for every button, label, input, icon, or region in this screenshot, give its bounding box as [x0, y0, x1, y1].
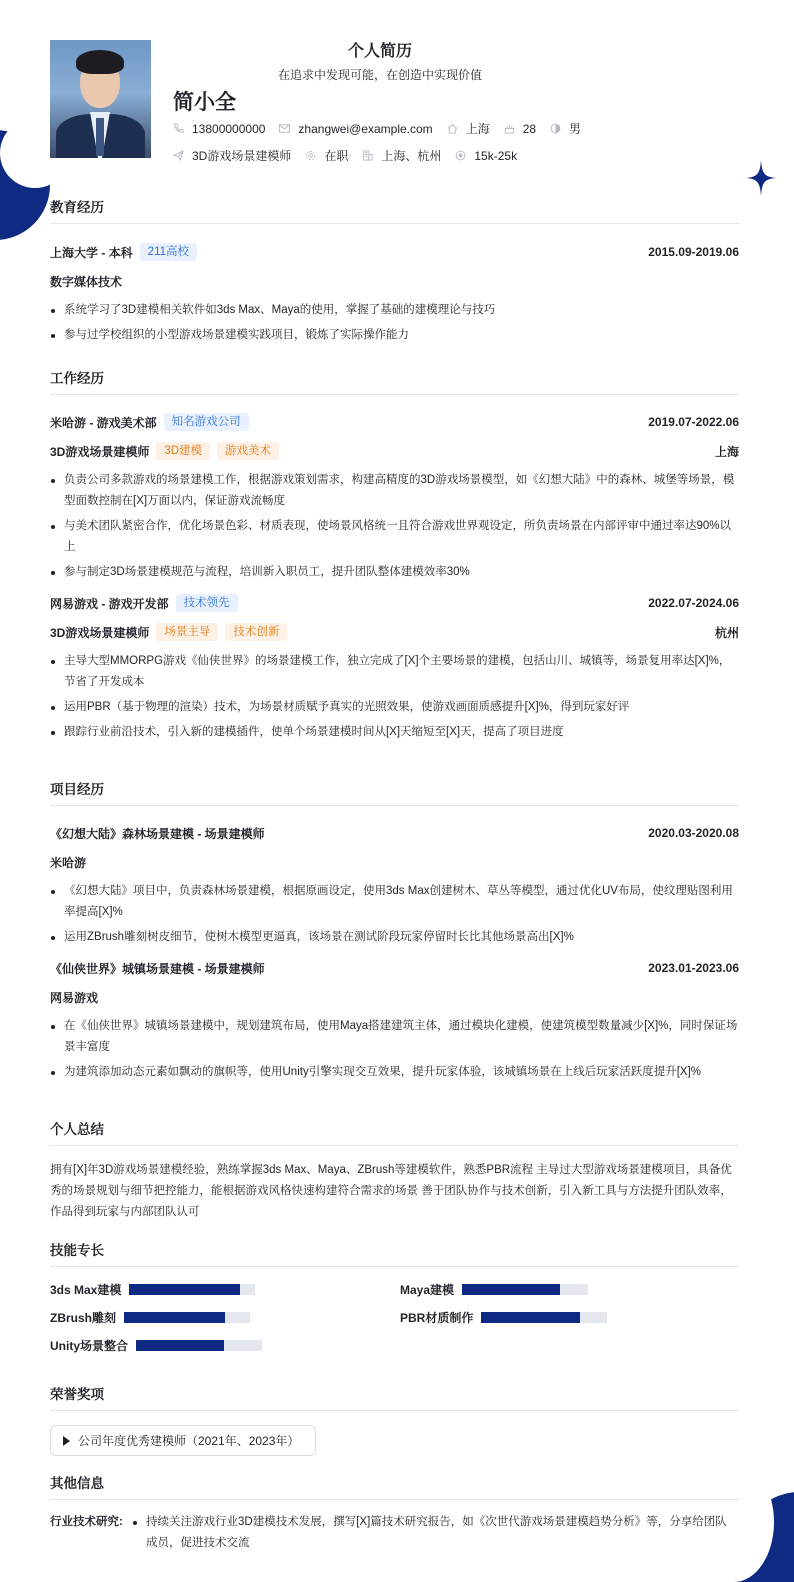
- skill-name: Maya建模: [400, 1282, 455, 1297]
- skill-item: [400, 1309, 740, 1325]
- skill-bar-fill: [136, 1340, 224, 1351]
- role-title: 3D游戏场景建模师: [50, 625, 150, 640]
- skill-name: 3ds Max建模: [50, 1282, 122, 1297]
- education-header-row: [50, 242, 739, 262]
- employment-status: 在职: [324, 149, 349, 163]
- mail-icon: [279, 123, 290, 134]
- list-item: 持续关注游戏行业3D建模技术发展，撰写[X]篇技术研究报告，如《次世代游戏场景建模趋势分析》等，分享给团队成员，促进技术交流: [132, 1512, 732, 1554]
- project-period: 2020.03-2020.08: [648, 826, 739, 840]
- motto: 在追求中发现可能，在创造中实现价值: [277, 68, 482, 82]
- skill-bar: [129, 1284, 255, 1295]
- work-section: [50, 367, 739, 747]
- award-text: 公司年度优秀建模师（2021年、2023年）: [78, 1434, 300, 1448]
- award-item[interactable]: [50, 1425, 316, 1456]
- role-row: [50, 441, 739, 461]
- list-item: 跟踪行业前沿技术，引入新的建模插件，使单个场景建模时间从[X]天缩短至[X]天，提高了项目进度: [50, 722, 739, 743]
- list-item: 负责公司多款游戏的场景建模工作，根据游戏策划需求，构建高精度的3D游戏场景模型，如《幻想大陆》中的森林、城堡等场景，模型面数控制在[X]万面以内，保证游戏流畅度: [50, 470, 739, 512]
- skill-name: ZBrush雕刻: [50, 1310, 117, 1325]
- phone-icon: [173, 123, 184, 134]
- project-header-row: [50, 823, 739, 843]
- work-bullets: [50, 651, 739, 743]
- target-cities-item: [362, 147, 441, 164]
- projects-section: [50, 778, 739, 1087]
- skills-grid: [50, 1281, 739, 1353]
- skill-bar: [124, 1312, 250, 1323]
- role-tag: 场景主导: [156, 623, 218, 641]
- list-item: 运用ZBrush雕刻树皮细节，使树木模型更逼真，该场景在测试阶段玩家停留时长比其他场景高出[X]%: [50, 927, 739, 948]
- project-org: 网易游戏: [50, 990, 99, 1005]
- company-name: 网易游戏 - 游戏开发部: [50, 596, 169, 611]
- section-title: 其他信息: [50, 1472, 739, 1500]
- list-item: 运用PBR（基于物理的渲染）技术，为场景材质赋予真实的光照效果，使游戏画面质感提升[X]%，得到玩家好评: [50, 697, 739, 718]
- target-cities: 上海、杭州: [381, 149, 442, 163]
- list-item: 参与过学校组织的小型游戏场景建模实践项目，锻炼了实际操作能力: [50, 325, 739, 346]
- status-item: [305, 147, 348, 164]
- project-org: 米哈游: [50, 855, 87, 870]
- summary-section: [50, 1118, 739, 1223]
- paper-plane-icon: [173, 150, 184, 161]
- other-section: [50, 1472, 739, 1558]
- project-bullets: [50, 881, 739, 948]
- gear-icon: [305, 150, 316, 161]
- work-header-row: [50, 412, 739, 432]
- skill-bar: [462, 1284, 588, 1295]
- work-period: 2022.07-2024.06: [648, 596, 739, 610]
- skill-name: PBR材质制作: [400, 1310, 474, 1325]
- role-tag: 3D建模: [156, 442, 210, 460]
- job-target: 3D游戏场景建模师: [192, 149, 292, 163]
- school-tag: 211高校: [140, 243, 197, 261]
- document-title: 个人简历: [347, 43, 412, 60]
- project-header-row: [50, 958, 739, 978]
- summary-text: 拥有[X]年3D游戏场景建模经验，熟练掌握3ds Max、Maya、ZBrush等建模软件，熟悉PBR流程 主导过大型游戏场景建模项目，具备优秀的场景规划与细节把控能力，能根据游戏风格快速构建符合需求的场景 善于团队协作与技术创新，引入新工具与方法提升团队效率，作品得到玩家与内部团队认可: [50, 1164, 732, 1218]
- skill-bar-fill: [481, 1312, 579, 1323]
- skill-bar: [136, 1340, 262, 1351]
- major: 数字媒体技术: [50, 274, 123, 289]
- project-bullets: [50, 1016, 739, 1083]
- major-row: [50, 271, 739, 291]
- section-title: 技能专长: [50, 1239, 739, 1267]
- resume-header: [50, 0, 746, 170]
- list-item: 在《仙侠世界》城镇场景建模中，规划建筑布局，使用Maya搭建建筑主体，通过模块化建模，使建筑模型数量减少[X]%，同时保证场景丰富度: [50, 1016, 739, 1058]
- section-title: 个人总结: [50, 1118, 739, 1146]
- project-org-row: [50, 987, 739, 1007]
- project-period: 2023.01-2023.06: [648, 961, 739, 975]
- skill-item: [50, 1309, 400, 1325]
- section-title: 荣誉奖项: [50, 1383, 739, 1411]
- caret-right-icon: [63, 1436, 70, 1446]
- list-item: 参与制定3D场景建模规范与流程，培训新入职员工，提升团队整体建模效率30%: [50, 562, 739, 583]
- project-org-row: [50, 852, 739, 872]
- cake-icon: [504, 123, 515, 134]
- home-icon: [447, 123, 458, 134]
- other-label: 行业技术研究:: [50, 1516, 123, 1528]
- company-tag: 技术领先: [176, 594, 238, 612]
- project-name: 《仙侠世界》城镇场景建模 - 场景建模师: [50, 961, 265, 976]
- section-title: 工作经历: [50, 367, 739, 395]
- salary: 15k-25k: [474, 148, 518, 163]
- role-title: 3D游戏场景建模师: [50, 444, 150, 459]
- list-item: 为建筑添加动态元素如飘动的旗帜等，使用Unity引擎实现交互效果，提升玩家体验，该城镇场景在上线后玩家活跃度提升[X]%: [50, 1062, 739, 1083]
- list-item: 与美术团队紧密合作，优化场景色彩、材质表现，使场景风格统一且符合游戏世界观设定，所负责场景在内部评审中通过率达90%以上: [50, 516, 739, 558]
- skill-item: [50, 1337, 400, 1353]
- role-row: [50, 622, 739, 642]
- role-tag: 游戏美术: [217, 442, 279, 460]
- gender-icon: [550, 123, 561, 134]
- city: 上海: [465, 122, 490, 136]
- section-title: 教育经历: [50, 196, 739, 224]
- gender-item: [550, 120, 581, 137]
- skill-bar: [481, 1312, 607, 1323]
- company-tag: 知名游戏公司: [164, 413, 249, 431]
- building-icon: [362, 150, 373, 161]
- work-bullets: [50, 470, 739, 583]
- other-bullets: [132, 1512, 732, 1558]
- email-item: [279, 122, 432, 136]
- skill-bar-fill: [129, 1284, 240, 1295]
- age: 28: [522, 121, 537, 136]
- resume-page: [50, 0, 746, 1549]
- section-title: 项目经历: [50, 778, 739, 806]
- company-name: 米哈游 - 游戏美术部: [50, 415, 157, 430]
- city-item: [447, 120, 490, 137]
- skills-section: [50, 1239, 739, 1353]
- candidate-name: 简小全: [173, 91, 236, 114]
- work-header-row: [50, 593, 739, 613]
- other-row: [50, 1512, 739, 1558]
- phone-item: [173, 122, 265, 136]
- skill-item: [400, 1281, 740, 1297]
- gender: 男: [569, 122, 582, 136]
- role-tag: 技术创新: [225, 623, 287, 641]
- work-location: 杭州: [714, 625, 739, 640]
- skill-item: [50, 1281, 400, 1297]
- sparkle-star-icon: [746, 160, 776, 196]
- work-location: 上海: [714, 444, 739, 459]
- skill-bar-fill: [124, 1312, 225, 1323]
- skill-name: Unity场景整合: [50, 1338, 129, 1353]
- education-section: [50, 196, 739, 350]
- contact-row: [173, 120, 595, 137]
- age-item: [504, 122, 536, 136]
- job-target-item: [173, 147, 291, 164]
- list-item: 主导大型MMORPG游戏《仙侠世界》的场景建模工作，独立完成了[X]个主要场景的建模，包括山川、城镇等，场景复用率达[X]%，节省了开发成本: [50, 651, 739, 693]
- skill-bar-fill: [462, 1284, 560, 1295]
- salary-item: [455, 149, 517, 163]
- work-period: 2019.07-2022.06: [648, 415, 739, 429]
- list-item: 《幻想大陆》项目中，负责森林场景建模，根据原画设定，使用3ds Max创建树木、草丛等模型，通过优化UV布局，使纹理贴图利用率提高[X]%: [50, 881, 739, 923]
- phone-number: 13800000000: [192, 121, 266, 136]
- awards-section: [50, 1383, 739, 1456]
- education-period: 2015.09-2019.06: [648, 245, 739, 259]
- education-bullets: [50, 300, 739, 346]
- coin-icon: [455, 150, 466, 161]
- list-item: 系统学习了3D建模相关软件如3ds Max、Maya的使用，掌握了基础的建模理论与技巧: [50, 300, 739, 321]
- email-address: zhangwei@example.com: [298, 121, 433, 136]
- school-name: 上海大学 - 本科: [50, 245, 133, 260]
- avatar: [50, 40, 151, 158]
- project-name: 《幻想大陆》森林场景建模 - 场景建模师: [50, 826, 265, 841]
- job-intent-row: [173, 147, 531, 164]
